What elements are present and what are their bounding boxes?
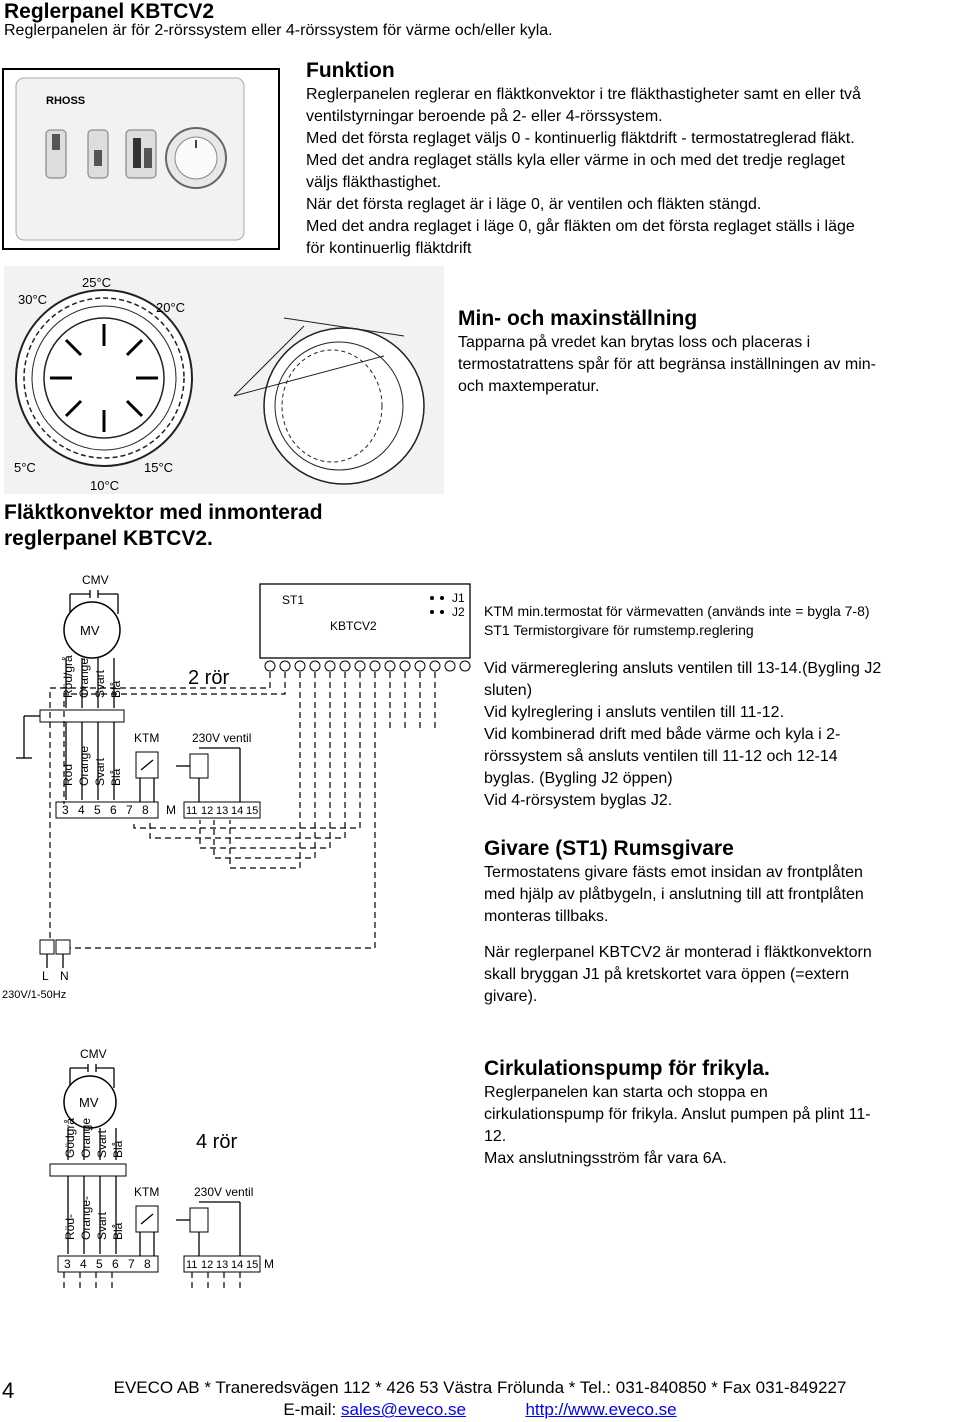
wire-label: Orange (79, 1117, 93, 1158)
j2-label: J2 (452, 605, 465, 619)
funktion-line: Med det andra reglaget ställs kyla eller värme in och med det tredje reglaget (306, 152, 845, 169)
wire-label: Svart (95, 1211, 109, 1240)
pump-line: Max anslutningsström får vara 6A. (484, 1150, 727, 1167)
pump-heading: Cirkulationspump för frikyla. (484, 1057, 770, 1080)
funktion-line: Med det andra reglaget i läge 0, går fläkten om det första reglaget ställs i läge (306, 218, 855, 235)
terminal: 13 (216, 1259, 229, 1271)
thermostat-dial-illustration (4, 266, 444, 494)
pipe-system-label: 2 rör (188, 667, 230, 689)
terminal: 8 (142, 803, 149, 817)
wire-label: Röd- (63, 1213, 77, 1240)
terminal: 7 (126, 803, 133, 817)
cmv-label: CMV (82, 573, 109, 587)
footer-contact (0, 1400, 960, 1420)
dial-label: 30°C (18, 292, 48, 307)
terminal: 12 (201, 805, 214, 817)
minmax-heading: Min- och maxinställning (458, 307, 698, 330)
funktion-heading: Funktion (306, 59, 395, 82)
funktion-line: Med det första reglaget väljs 0 - kontinuerlig fläktdrift - termostatreglerad fläkt. (306, 130, 855, 147)
legend-ktm: KTM min.termostat för värmevatten (används inte = bygla 7-8) (484, 603, 870, 619)
terminal: 11 (186, 805, 198, 817)
ventil-line: Vid 4-rörsystem byglas J2. (484, 792, 673, 809)
board-terminal-row (265, 661, 470, 671)
cmv-label: CMV (80, 1047, 107, 1061)
control-panel-image (2, 68, 280, 250)
ventil-line: sluten) (484, 682, 533, 699)
funktion-line: väljs fläkthastighet. (306, 174, 442, 191)
minmax-section (458, 306, 958, 398)
wiring-diagram-2-ror (0, 568, 480, 1008)
dial-label: 5°C (14, 460, 36, 475)
terminal-m: M (166, 803, 176, 817)
valve-label: 230V ventil (194, 1185, 254, 1199)
page-title: Reglerpanel KBTCV2 (4, 0, 215, 23)
footer-company: EVECO AB * Traneredsvägen 112 * 426 53 Västra Frölunda * Tel.: 031-840850 * Fax 031-849227 (113, 1378, 847, 1397)
wire-label: Svart (93, 669, 107, 698)
terminal: 12 (201, 1259, 214, 1271)
givare-heading: Givare (ST1) Rumsgivare (484, 837, 734, 860)
ktm-label: KTM (134, 1185, 160, 1199)
givare-line: givare). (484, 988, 538, 1005)
dial-label: 25°C (82, 275, 112, 290)
wiring-diagram-4-ror (40, 1040, 340, 1290)
pipe-system-label: 4 rör (196, 1131, 238, 1153)
ktm-label: KTM (134, 731, 160, 745)
legend-st1: ST1 Termistorgivare för rumstemp.reglering (484, 622, 754, 638)
wire-label: Orange (77, 657, 91, 698)
ventil-line: rörssystem så ansluts ventilen till 11-12 och 12-14 (484, 748, 838, 765)
pump-line: cirkulationspump för frikyla. Anslut pumpen på plint 11- (484, 1106, 871, 1123)
minmax-line: termostatrattens spår för att begränsa inställningen av min- (458, 356, 876, 373)
j1-label: J1 (452, 591, 465, 605)
terminal: 15 (246, 805, 259, 817)
power-l-label: L (42, 969, 49, 983)
brand-logo: RHOSS (46, 95, 86, 107)
givare-line: skall bryggan J1 på kretskortet vara öppen (=extern (484, 966, 850, 983)
supply-label: 230V/1-50Hz (2, 989, 67, 1001)
wire-label: Blå (109, 768, 123, 786)
funktion-line: ventilstyrningar beroende på 2- eller 4-rörssystem. (306, 108, 663, 125)
wire-label: Orange (77, 745, 91, 786)
wire-label: Gödgrå (63, 1117, 77, 1158)
givare-line: När reglerpanel KBTCV2 är monterad i fläktkonvektorn (484, 944, 872, 961)
ventil-line: Vid kylreglering i ansluts ventilen till 11-12. (484, 704, 785, 721)
power-n-label: N (60, 969, 69, 983)
terminal: 6 (112, 1257, 119, 1271)
minmax-line: Tapparna på vredet kan brytas loss och placeras i (458, 334, 811, 351)
terminal: 13 (216, 805, 229, 817)
givare-line: Termostatens givare fästs emot insidan av frontplåten (484, 864, 863, 881)
wire-label: Orange- (79, 1195, 93, 1240)
wire-label: Blå (109, 680, 123, 698)
givare-section (484, 836, 954, 1008)
ventil-line: Vid kombinerad drift med både värme och kyla i 2- (484, 726, 841, 743)
terminal: 14 (231, 805, 244, 817)
pump-section (484, 1056, 954, 1170)
mv-label: MV (80, 623, 100, 638)
board-label: KBTCV2 (330, 619, 377, 633)
terminal: 7 (128, 1257, 135, 1271)
ventil-line: byglas. (Bygling J2 öppen) (484, 770, 673, 787)
givare-line: monteras tillbaks. (484, 908, 609, 925)
legend (484, 602, 954, 640)
caption-line: reglerpanel KBTCV2. (4, 527, 213, 550)
terminal: 15 (246, 1259, 259, 1271)
terminal: 3 (62, 803, 69, 817)
terminal: 3 (64, 1257, 71, 1271)
terminal: 6 (110, 803, 117, 817)
dial-label: 15°C (144, 460, 174, 475)
wire-label: Svart (95, 1129, 109, 1158)
funktion-line: för kontinuerlig fläktdrift (306, 240, 472, 257)
mv-label: MV (79, 1095, 99, 1110)
terminal: 11 (186, 1259, 198, 1271)
email-label: E-mail: (283, 1400, 337, 1419)
email-link[interactable]: sales@eveco.se (340, 1400, 466, 1419)
terminal: 5 (94, 803, 101, 817)
terminal: 4 (80, 1257, 87, 1271)
givare-line: med hjälp av plåtbygeln, i anslutning till att frontplåten (484, 886, 864, 903)
valve-label: 230V ventil (192, 731, 252, 745)
pump-line: Reglerpanelen kan starta och stoppa en (484, 1084, 768, 1101)
caption (4, 500, 444, 552)
intro-text: Reglerpanelen är för 2-rörssystem eller 4-rörssystem för värme och/eller kyla. (4, 22, 553, 39)
dial-label: 20°C (156, 300, 186, 315)
funktion-line: När det första reglaget är i läge 0, är ventilen och fläkten stängd. (306, 196, 762, 213)
terminal: 14 (231, 1259, 244, 1271)
terminal-m: M (264, 1257, 274, 1271)
ventil-line: Vid värmereglering ansluts ventilen till 13-14.(Bygling J2 (484, 660, 882, 677)
dial-label: 10°C (90, 478, 120, 493)
wire-label: Röd (61, 763, 75, 786)
web-link[interactable]: http://www.eveco.se (525, 1400, 677, 1419)
minmax-line: och maxtemperatur. (458, 378, 600, 395)
terminal: 5 (96, 1257, 103, 1271)
ventil-section (484, 658, 954, 812)
wire-label: Röd/grå (61, 655, 75, 698)
terminal: 4 (78, 803, 85, 817)
page-number: 4 (2, 1378, 15, 1403)
funktion-line: Reglerpanelen reglerar en fläktkonvektor i tre fläkthastigheter samt en eller två (306, 86, 861, 103)
st1-label: ST1 (282, 593, 305, 607)
funktion-section (306, 58, 960, 260)
terminal: 8 (144, 1257, 151, 1271)
pump-line: 12. (484, 1128, 507, 1145)
caption-line: Fläktkonvektor med inmonterad (4, 501, 323, 524)
wire-label: Blå (111, 1222, 125, 1240)
wire-label: Svart (93, 757, 107, 786)
wire-label: Blå (111, 1140, 125, 1158)
